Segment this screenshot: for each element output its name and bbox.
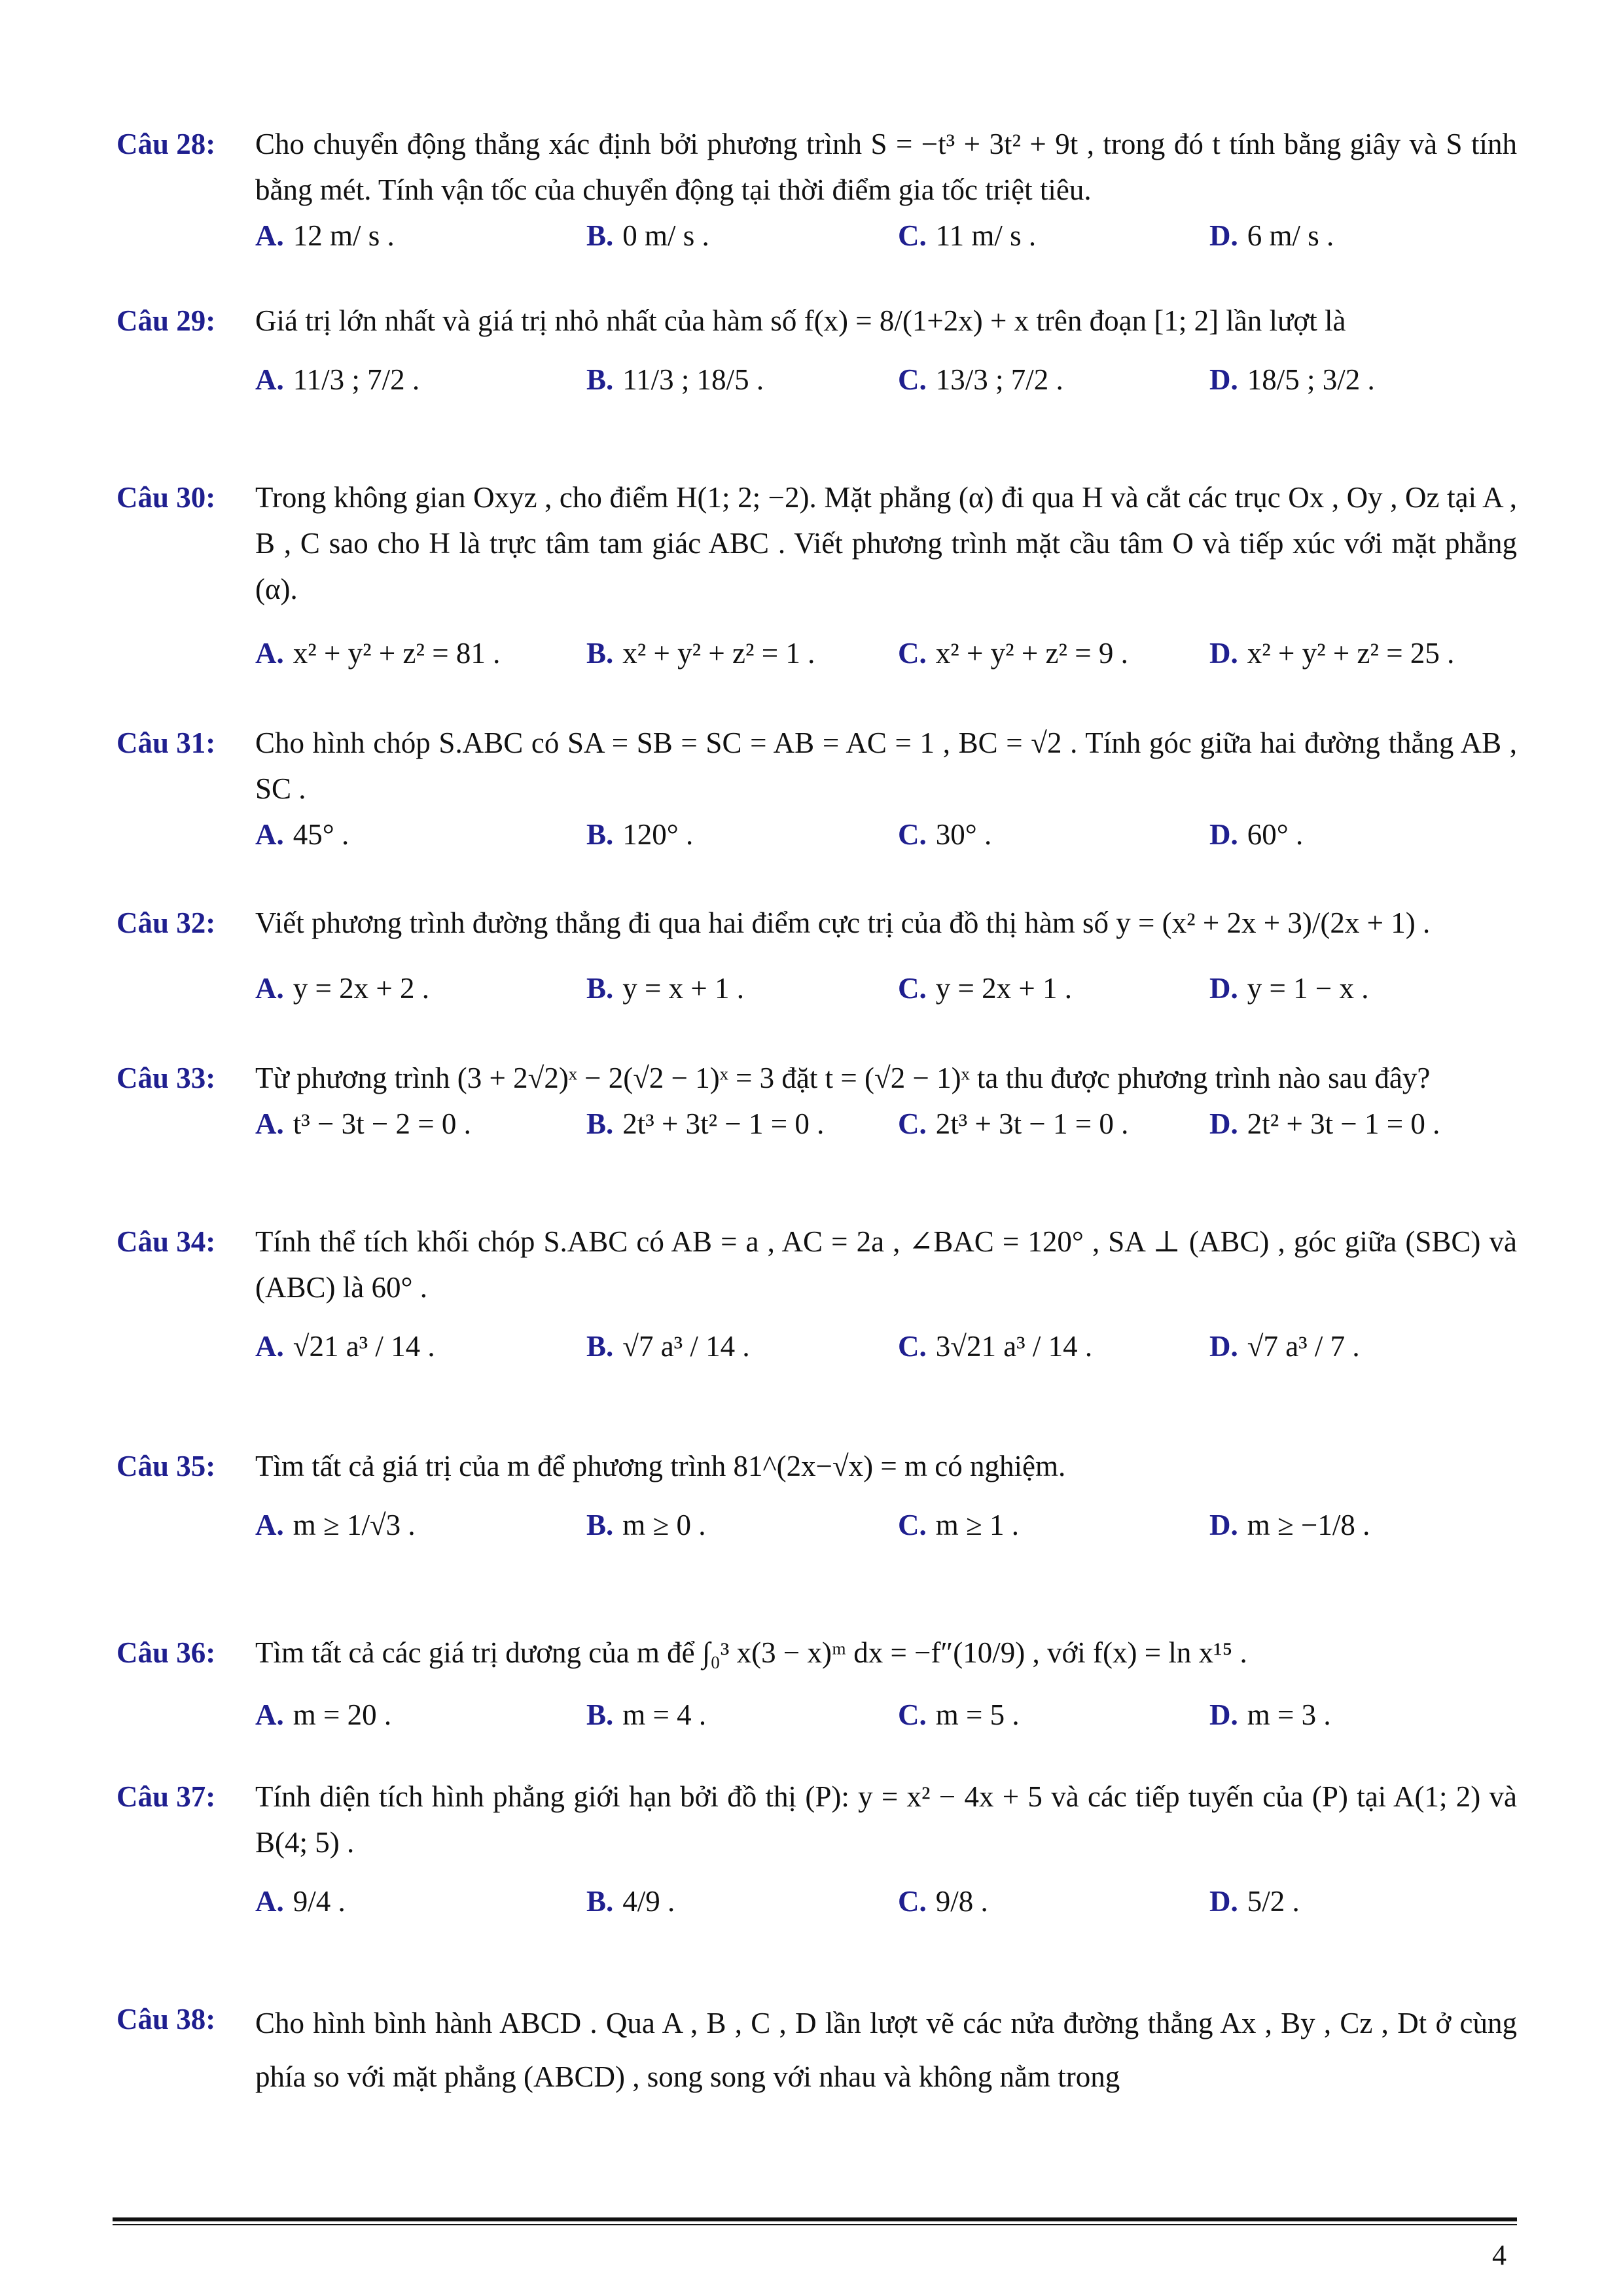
option-value: 11 m/ s . [935, 219, 1037, 252]
option-a[interactable] [255, 630, 500, 676]
answer-options [255, 213, 1517, 259]
option-d[interactable] [1209, 357, 1375, 403]
option-value: √7 a³ / 14 . [622, 1330, 750, 1363]
option-c[interactable] [898, 1502, 1019, 1548]
option-a[interactable] [255, 357, 419, 403]
question-text: Từ phương trình (3 + 2√2)ˣ − 2(√2 − 1)ˣ = 3 đặt t = (√2 − 1)ˣ ta thu được phương trình nào sau đây? [255, 1062, 1431, 1094]
option-c[interactable] [898, 1692, 1020, 1738]
option-letter: A. [255, 363, 284, 396]
question-33 [116, 1055, 1517, 1147]
option-value: m = 3 . [1247, 1698, 1331, 1731]
option-a[interactable] [255, 213, 395, 259]
option-letter: A. [255, 972, 284, 1005]
question-label: Câu 34: [116, 1225, 216, 1258]
question-30 [116, 475, 1517, 676]
option-value: 11/3 ; 7/2 . [293, 363, 420, 396]
option-letter: D. [1209, 1698, 1238, 1731]
answer-options [255, 344, 1517, 416]
answer-options [255, 1310, 1517, 1382]
option-letter: A. [255, 219, 284, 252]
option-b[interactable] [586, 1101, 824, 1147]
option-letter: D. [1209, 219, 1238, 252]
question-text: Tìm tất cả các giá trị dương của m để ∫₀³ x(3 − x)ᵐ dx = −f″(10/9) , với f(x) = ln x¹⁵ . [255, 1636, 1247, 1669]
option-c[interactable] [898, 1101, 1128, 1147]
question-37 [116, 1774, 1517, 1937]
question-label: Câu 29: [116, 304, 216, 337]
question-text: Cho hình bình hành ABCD . Qua A , B , C , D lần lượt vẽ các nửa đường thẳng Ax , By , Cz , Dt ở cùng phía so với mặt phẳng (ABCD) , song song với nhau và không nằm trong [255, 2007, 1517, 2093]
option-a[interactable] [255, 812, 349, 857]
option-value: y = 2x + 2 . [293, 972, 430, 1005]
option-letter: B. [586, 363, 614, 396]
option-value: m ≥ 1 . [935, 1509, 1019, 1541]
option-letter: D. [1209, 972, 1238, 1005]
option-letter: C. [898, 1330, 927, 1363]
page-number: 4 [1492, 2239, 1507, 2271]
option-c[interactable] [898, 812, 991, 857]
option-value: 12 m/ s . [293, 219, 395, 252]
option-value: m ≥ 1/√3 . [293, 1509, 416, 1541]
question-label: Câu 37: [116, 1780, 216, 1813]
option-value: 13/3 ; 7/2 . [935, 363, 1063, 396]
option-b[interactable] [586, 812, 693, 857]
option-letter: B. [586, 818, 614, 851]
option-letter: B. [586, 219, 614, 252]
option-d[interactable] [1209, 1101, 1440, 1147]
question-text: Cho hình chóp S.ABC có SA = SB = SC = AB = AC = 1 , BC = √2 . Tính góc giữa hai đường thẳng AB , SC . [255, 726, 1517, 805]
question-36 [116, 1630, 1517, 1738]
option-value: m = 4 . [622, 1698, 707, 1731]
option-value: t³ − 3t − 2 = 0 . [293, 1107, 471, 1140]
option-a[interactable] [255, 1101, 471, 1147]
question-label: Câu 30: [116, 481, 216, 514]
option-a[interactable] [255, 1502, 416, 1548]
option-b[interactable] [586, 630, 815, 676]
option-value: m = 5 . [935, 1698, 1020, 1731]
option-a[interactable] [255, 965, 429, 1011]
question-label: Câu 31: [116, 726, 216, 759]
option-c[interactable] [898, 630, 1128, 676]
question-label: Câu 35: [116, 1450, 216, 1482]
answer-options [255, 1101, 1517, 1147]
option-value: 18/5 ; 3/2 . [1247, 363, 1375, 396]
option-value: x² + y² + z² = 9 . [935, 637, 1128, 670]
option-value: m = 20 . [293, 1698, 392, 1731]
option-d[interactable] [1209, 1323, 1360, 1369]
question-label: Câu 32: [116, 906, 216, 939]
option-letter: B. [586, 972, 614, 1005]
question-label: Câu 28: [116, 128, 216, 160]
question-label: Câu 38: [116, 2003, 216, 2036]
option-b[interactable] [586, 1323, 750, 1369]
option-letter: A. [255, 1330, 284, 1363]
option-b[interactable] [586, 1502, 705, 1548]
option-letter: D. [1209, 1509, 1238, 1541]
option-letter: C. [898, 219, 927, 252]
answer-options [255, 630, 1517, 676]
option-d[interactable] [1209, 1878, 1300, 1924]
option-letter: D. [1209, 637, 1238, 670]
option-letter: C. [898, 363, 927, 396]
option-value: m ≥ −1/8 . [1247, 1509, 1370, 1541]
option-letter: A. [255, 1698, 284, 1731]
option-letter: C. [898, 818, 927, 851]
option-value: y = 2x + 1 . [935, 972, 1073, 1005]
option-letter: D. [1209, 363, 1238, 396]
option-value: 45° . [293, 818, 349, 851]
option-value: 30° . [935, 818, 992, 851]
option-value: 9/8 . [935, 1885, 988, 1918]
option-value: 4/9 . [622, 1885, 675, 1918]
answer-options [255, 1489, 1517, 1561]
option-c[interactable] [898, 213, 1036, 259]
option-value: y = 1 − x . [1247, 972, 1369, 1005]
option-d[interactable] [1209, 965, 1369, 1011]
option-letter: A. [255, 818, 284, 851]
question-35 [116, 1443, 1517, 1561]
answer-options [255, 1692, 1517, 1738]
question-34 [116, 1219, 1517, 1382]
answer-options [255, 1865, 1517, 1937]
option-letter: A. [255, 637, 284, 670]
footer-rule-thin [113, 2224, 1517, 2225]
option-letter: B. [586, 1698, 614, 1731]
option-letter: B. [586, 1107, 614, 1140]
answer-options [255, 812, 1517, 857]
option-value: x² + y² + z² = 25 . [1247, 637, 1455, 670]
option-value: y = x + 1 . [622, 972, 745, 1005]
question-text: Cho chuyển động thẳng xác định bởi phương trình S = −t³ + 3t² + 9t , trong đó t tính bằng giây và S tính bằng mét. Tính vận tốc của chuyển động tại thời điểm gia tốc triệt tiêu. [255, 128, 1517, 206]
footer-rule [113, 2217, 1517, 2221]
option-c[interactable] [898, 1878, 988, 1924]
option-letter: A. [255, 1509, 284, 1541]
option-value: 2t³ + 3t − 1 = 0 . [935, 1107, 1129, 1140]
option-value: 2t² + 3t − 1 = 0 . [1247, 1107, 1440, 1140]
option-d[interactable] [1209, 1692, 1331, 1738]
option-value: 5/2 . [1247, 1885, 1300, 1918]
option-value: m ≥ 0 . [622, 1509, 706, 1541]
option-letter: C. [898, 1107, 927, 1140]
option-letter: D. [1209, 1330, 1238, 1363]
option-b[interactable] [586, 1692, 706, 1738]
option-letter: C. [898, 1509, 927, 1541]
option-value: √21 a³ / 14 . [293, 1330, 435, 1363]
question-28 [116, 121, 1517, 259]
option-value: 0 m/ s . [622, 219, 709, 252]
option-c[interactable] [898, 357, 1063, 403]
option-letter: B. [586, 1885, 614, 1918]
answer-options [255, 965, 1517, 1011]
question-text: Viết phương trình đường thẳng đi qua hai điểm cực trị của đồ thị hàm số y = (x² + 2x + 3)/(2x + 1) . [255, 906, 1431, 939]
option-letter: B. [586, 637, 614, 670]
question-text: Tính thể tích khối chóp S.ABC có AB = a , AC = 2a , ∠BAC = 120° , SA ⊥ (ABC) , góc giữa (SBC) và (ABC) là 60° . [255, 1225, 1517, 1304]
question-38 [116, 1996, 1517, 2104]
option-b[interactable] [586, 1878, 675, 1924]
option-letter: D. [1209, 1107, 1238, 1140]
option-letter: D. [1209, 818, 1238, 851]
option-value: √7 a³ / 7 . [1247, 1330, 1360, 1363]
option-a[interactable] [255, 1323, 435, 1369]
option-value: x² + y² + z² = 1 . [622, 637, 815, 670]
question-text: Tính diện tích hình phẳng giới hạn bởi đồ thị (P): y = x² − 4x + 5 và các tiếp tuyến của (P) tại A(1; 2) và B(4; 5) . [255, 1780, 1517, 1859]
question-label: Câu 36: [116, 1636, 216, 1669]
option-value: 3√21 a³ / 14 . [935, 1330, 1093, 1363]
question-32 [116, 900, 1517, 1011]
option-b[interactable] [586, 357, 764, 403]
option-letter: A. [255, 1107, 284, 1140]
option-value: 6 m/ s . [1247, 219, 1334, 252]
option-value: 120° . [622, 818, 694, 851]
option-letter: C. [898, 1698, 927, 1731]
option-d[interactable] [1209, 1502, 1370, 1548]
option-value: 2t³ + 3t² − 1 = 0 . [622, 1107, 825, 1140]
option-letter: A. [255, 1885, 284, 1918]
option-letter: C. [898, 1885, 927, 1918]
option-b[interactable] [586, 965, 744, 1011]
option-c[interactable] [898, 1323, 1092, 1369]
option-d[interactable] [1209, 213, 1334, 259]
option-b[interactable] [586, 213, 709, 259]
question-label: Câu 33: [116, 1062, 216, 1094]
option-letter: D. [1209, 1885, 1238, 1918]
option-value: x² + y² + z² = 81 . [293, 637, 501, 670]
question-29 [116, 298, 1517, 416]
option-a[interactable] [255, 1692, 391, 1738]
option-value: 11/3 ; 18/5 . [622, 363, 764, 396]
option-letter: C. [898, 972, 927, 1005]
option-d[interactable] [1209, 630, 1454, 676]
option-c[interactable] [898, 965, 1072, 1011]
option-letter: C. [898, 637, 927, 670]
option-a[interactable] [255, 1878, 346, 1924]
option-value: 9/4 . [293, 1885, 346, 1918]
question-text: Giá trị lớn nhất và giá trị nhỏ nhất của hàm số f(x) = 8/(1+2x) + x trên đoạn [1; 2] lần lượt là [255, 304, 1346, 337]
question-text: Tìm tất cả giá trị của m để phương trình 81^(2x−√x) = m có nghiệm. [255, 1450, 1066, 1482]
option-letter: B. [586, 1509, 614, 1541]
question-31 [116, 720, 1517, 857]
option-value: 60° . [1247, 818, 1304, 851]
question-text: Trong không gian Oxyz , cho điểm H(1; 2; −2). Mặt phẳng (α) đi qua H và cắt các trục Ox , Oy , Oz tại A , B , C sao cho H là trực tâm tam giác ABC . Viết phương trình mặt cầu tâm O và tiếp xúc với mặt phẳng (α). [255, 481, 1517, 605]
option-d[interactable] [1209, 812, 1303, 857]
option-letter: B. [586, 1330, 614, 1363]
